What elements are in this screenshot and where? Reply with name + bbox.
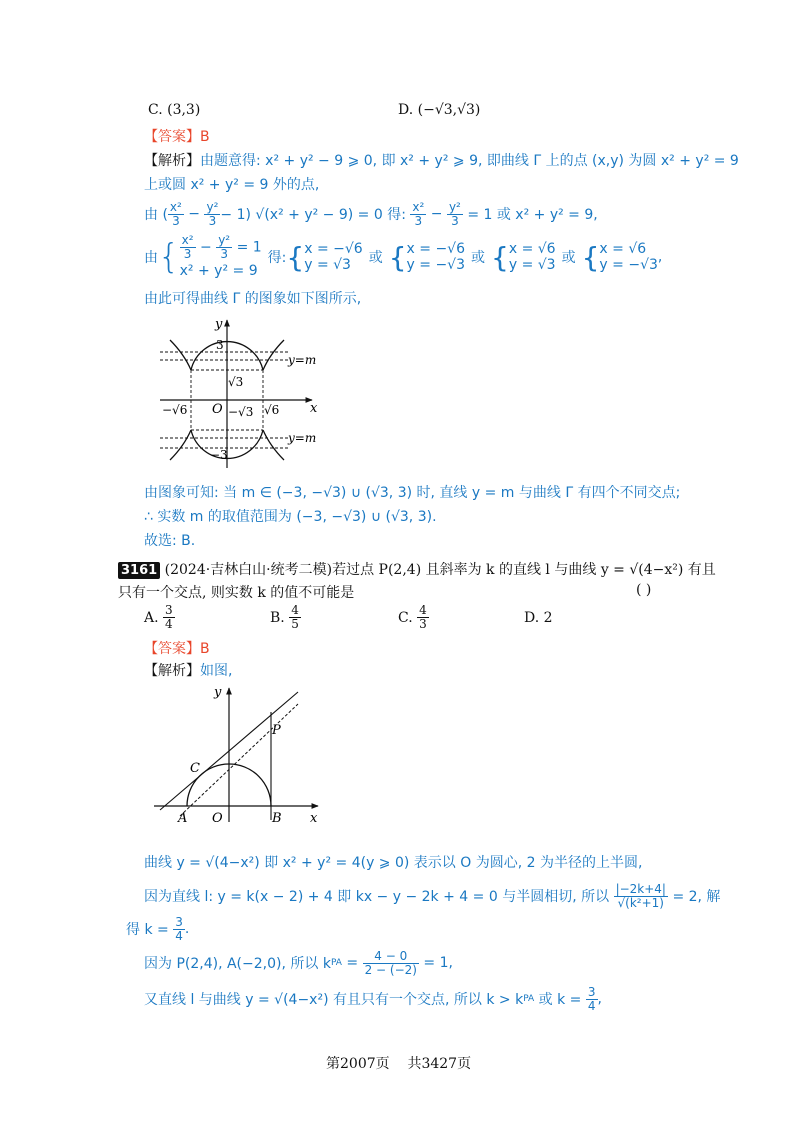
label-s3: √3 — [228, 375, 244, 389]
option-c-3161: C. $\frac{4}{3}$ — [398, 603, 427, 631]
solution-4: x = √6 y = −√3 — [599, 241, 658, 273]
page-number: 第2007页 — [326, 1056, 390, 1072]
label-ym-lower: y=m — [288, 431, 317, 445]
curve-gamma-figure — [160, 316, 330, 472]
l4-pre: 由 — [144, 250, 158, 266]
answer-line — [144, 126, 210, 146]
label-m3: −3 — [210, 448, 228, 462]
conclusion-1: 由图象可知: 当 m ∈ (−3, −√3) ∪ (√3, 3) 时, 直线 y = m 与曲线 Γ 有四个不同交点; — [144, 485, 681, 501]
question-3161-stem-1 — [118, 559, 716, 579]
l3-end: = 1 或 x² + y² = 9, — [467, 207, 598, 223]
label-C: C — [190, 761, 200, 776]
solution-line-3: 得 k = $\frac{3}{4}$ . — [126, 914, 190, 943]
option-a: A. $\frac{3}{4}$ — [144, 603, 173, 631]
branch-ll — [170, 430, 191, 460]
solution-line-4: 因为 P(2,4), A(−2,0), 所以 k PA = $\frac{4 - 0}{2 - (-2)}$ = 1, — [144, 948, 453, 977]
l3-pre: 由 ( — [144, 207, 168, 223]
label-ym-upper: y=m — [288, 353, 317, 367]
option-d-3161: D. 2 — [524, 610, 553, 626]
label-A: A — [178, 811, 188, 826]
l4-mid: 得: — [267, 250, 287, 266]
frac-y2-3b: $\frac{\text{y²}}{3}$ — [448, 199, 461, 228]
frac-x2-3: $\frac{\text{x²}}{3}$ — [169, 199, 182, 228]
analysis-line-4: 由 { $\frac{\text{x²}}{3}$ − $\frac{\text{y²}}{3}$ = 1 x² + y² = 9 得: { x = −√6 y = √3 或 { x = −√6 y = −√3 或 { x = √6 y = √3 或 { x = √6 y = −√3 , — [144, 232, 663, 279]
analysis-tag: 【解析】 — [144, 153, 200, 169]
branch-ur — [263, 340, 284, 370]
solution-1: x = −√6 y = √3 — [304, 241, 363, 273]
conclusion-3: 故选: B. — [144, 533, 196, 549]
solution-line-1: 曲线 y = √(4−x²) 即 x² + y² = 4(y ⩾ 0) 表示以 O 为圆心, 2 为半径的上半圆, — [144, 855, 643, 871]
label-B: B — [272, 811, 282, 826]
label-s6: √6 — [264, 403, 280, 417]
stem-text-2: 只有一个交点, 则实数 k 的值不可能是 — [118, 585, 355, 601]
analysis-text-1: 由题意得: x² + y² − 9 ⩾ 0, 即 x² + y² ⩾ 9, 即曲线 Γ 上的点 (x,y) 为圆 x² + y² = 9 — [200, 153, 739, 169]
branch-lr — [263, 430, 284, 460]
label-x: x — [310, 401, 318, 416]
conclusion-2: ∴ 实数 m 的取值范围为 (−3, −√3) ∪ (√3, 3). — [144, 509, 437, 525]
label-x-2: x — [310, 811, 318, 826]
label-O: O — [212, 402, 223, 417]
label-3: 3 — [216, 338, 224, 352]
page-footer — [326, 1053, 471, 1073]
answer-paren: ( ) — [636, 582, 652, 598]
label-ms3: −√3 — [228, 405, 254, 419]
label-y: y — [215, 317, 223, 332]
branch-ul — [170, 340, 191, 370]
option-b: B. $\frac{4}{5}$ — [270, 603, 299, 631]
answer-tag: 【答案】 — [144, 129, 200, 145]
answer-value: B — [200, 129, 210, 145]
analysis-line-3: 由 ( $\frac{\text{x²}}{3}$ − $\frac{\text{y²}}{3}$ − 1) √(x² + y² − 9) = 0 得: $\frac{\text{x²}}{3}$ − $\frac{\text{y²}}{3}$ = 1 或 x² + y² = 9, — [144, 199, 598, 228]
stem-text-1: (2024·吉林白山·统考二模)若过点 P(2,4) 且斜率为 k 的直线 l 与曲线 y = √(4−x²) 有且 — [164, 562, 716, 578]
system-equations: $\frac{\text{x²}}{3}$ − $\frac{\text{y²}}{3}$ = 1 x² + y² = 9 — [179, 232, 262, 279]
l3-mid: − 1) √(x² + y² − 9) = 0 得: — [220, 207, 406, 223]
frac-y2-3: $\frac{\text{y²}}{3}$ — [206, 199, 219, 228]
question-number-badge: 3161 — [118, 562, 160, 579]
analysis-line-1 — [144, 150, 739, 170]
analysis-line-3161-0: 【解析】如图, — [144, 663, 233, 679]
analysis-line-2: 上或圆 x² + y² = 9 外的点, — [144, 177, 320, 193]
solution-3: x = √6 y = √3 — [508, 241, 556, 273]
answer-line-3161: 【答案】B — [144, 641, 210, 657]
frac-x2-3b: $\frac{\text{x²}}{3}$ — [412, 199, 425, 228]
label-O-2: O — [212, 811, 223, 826]
line-PA — [180, 704, 298, 816]
semicircle-figure — [150, 682, 330, 830]
total-pages: 共3427页 — [407, 1056, 472, 1072]
analysis-line-5: 由此可得曲线 Γ 的图象如下图所示, — [144, 291, 362, 307]
solution-line-2: 因为直线 l: y = k(x − 2) + 4 即 kx − y − 2k + 4 = 0 与半圆相切, 所以 $\frac{|-2k+4|}{\text{√(k²+1)}}$ = 2, 解 — [144, 881, 721, 910]
solution-2: x = −√6 y = −√3 — [406, 241, 466, 273]
solution-line-5: 又直线 l 与曲线 y = √(4−x²) 有且只有一个交点, 所以 k > k PA 或 k = $\frac{3}{4}$ , — [144, 984, 602, 1013]
label-y-2: y — [214, 685, 222, 700]
label-ms6: −√6 — [162, 403, 188, 417]
option-d: D. (−√3,√3) — [398, 102, 481, 118]
option-c: C. (3,3) — [148, 102, 201, 118]
label-P: P — [272, 723, 281, 738]
